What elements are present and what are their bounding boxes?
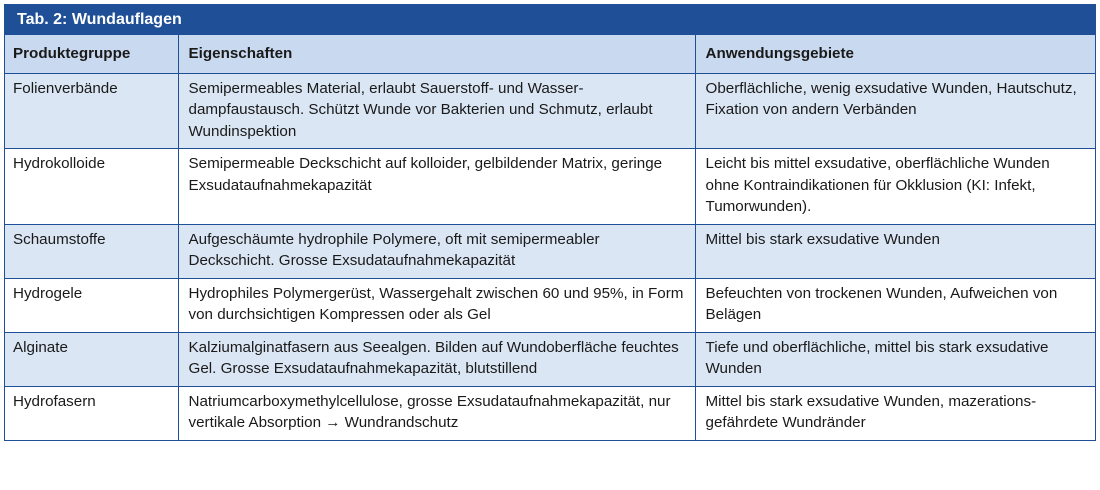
column-header-applications: Anwendungsgebiete bbox=[695, 35, 1095, 73]
cell-product-group: Schaumstoffe bbox=[5, 224, 178, 278]
data-table bbox=[5, 35, 1095, 440]
table-row bbox=[5, 73, 1095, 149]
cell-applications: Mittel bis stark exsudative Wunden, mazerationsgefährdete Wundränder bbox=[695, 386, 1095, 440]
header-row bbox=[5, 35, 1095, 73]
cell-properties: Hydrophiles Polymergerüst, Wassergehalt zwischen 60 und 95%, in Form von durchsichtigen Kompressen oder als Gel bbox=[178, 278, 695, 332]
cell-product-group: Hydrokolloide bbox=[5, 149, 178, 225]
cell-product-group: Alginate bbox=[5, 332, 178, 386]
table-row bbox=[5, 332, 1095, 386]
cell-properties: Kalziumalginatfasern aus Seealgen. Bilden auf Wundoberfläche feuchtes Gel. Grosse Exsudataufnahmekapazität, blutstillend bbox=[178, 332, 695, 386]
cell-properties: Natriumcarboxymethylcellulose, grosse Exsudataufnahmekapazität, nur vertikale Absorption → Wundrandschutz bbox=[178, 386, 695, 440]
cell-properties: Aufgeschäumte hydrophile Polymere, oft mit semipermeabler Deckschicht. Grosse Exsudataufnahmekapazität bbox=[178, 224, 695, 278]
table-row bbox=[5, 386, 1095, 440]
table-row bbox=[5, 149, 1095, 225]
cell-properties: Semipermeables Material, erlaubt Sauerstoff- und Wasserdampfaustausch. Schützt Wunde vor Bakterien und Schmutz, erlaubt Wundinspektion bbox=[178, 73, 695, 149]
column-header-product-group: Produktegruppe bbox=[5, 35, 178, 73]
cell-applications: Mittel bis stark exsudative Wunden bbox=[695, 224, 1095, 278]
cell-applications: Befeuchten von trockenen Wunden, Aufweichen von Belägen bbox=[695, 278, 1095, 332]
cell-applications: Oberflächliche, wenig exsudative Wunden, Hautschutz, Fixation von andern Verbänden bbox=[695, 73, 1095, 149]
table-row bbox=[5, 278, 1095, 332]
cell-properties: Semipermeable Deckschicht auf kolloider, gelbildender Matrix, geringe Exsudataufnahmekapazität bbox=[178, 149, 695, 225]
cell-applications: Leicht bis mittel exsudative, oberflächliche Wunden ohne Kontraindikationen für Okklusion (KI: Infekt, Tumorwunden). bbox=[695, 149, 1095, 225]
wound-dressings-table bbox=[4, 4, 1096, 441]
cell-product-group: Hydrofasern bbox=[5, 386, 178, 440]
cell-product-group: Folienverbände bbox=[5, 73, 178, 149]
cell-applications: Tiefe und oberflächliche, mittel bis stark exsudative Wunden bbox=[695, 332, 1095, 386]
cell-product-group: Hydrogele bbox=[5, 278, 178, 332]
column-header-properties: Eigenschaften bbox=[178, 35, 695, 73]
table-row bbox=[5, 224, 1095, 278]
table-title: Tab. 2: Wundauflagen bbox=[5, 5, 1095, 35]
